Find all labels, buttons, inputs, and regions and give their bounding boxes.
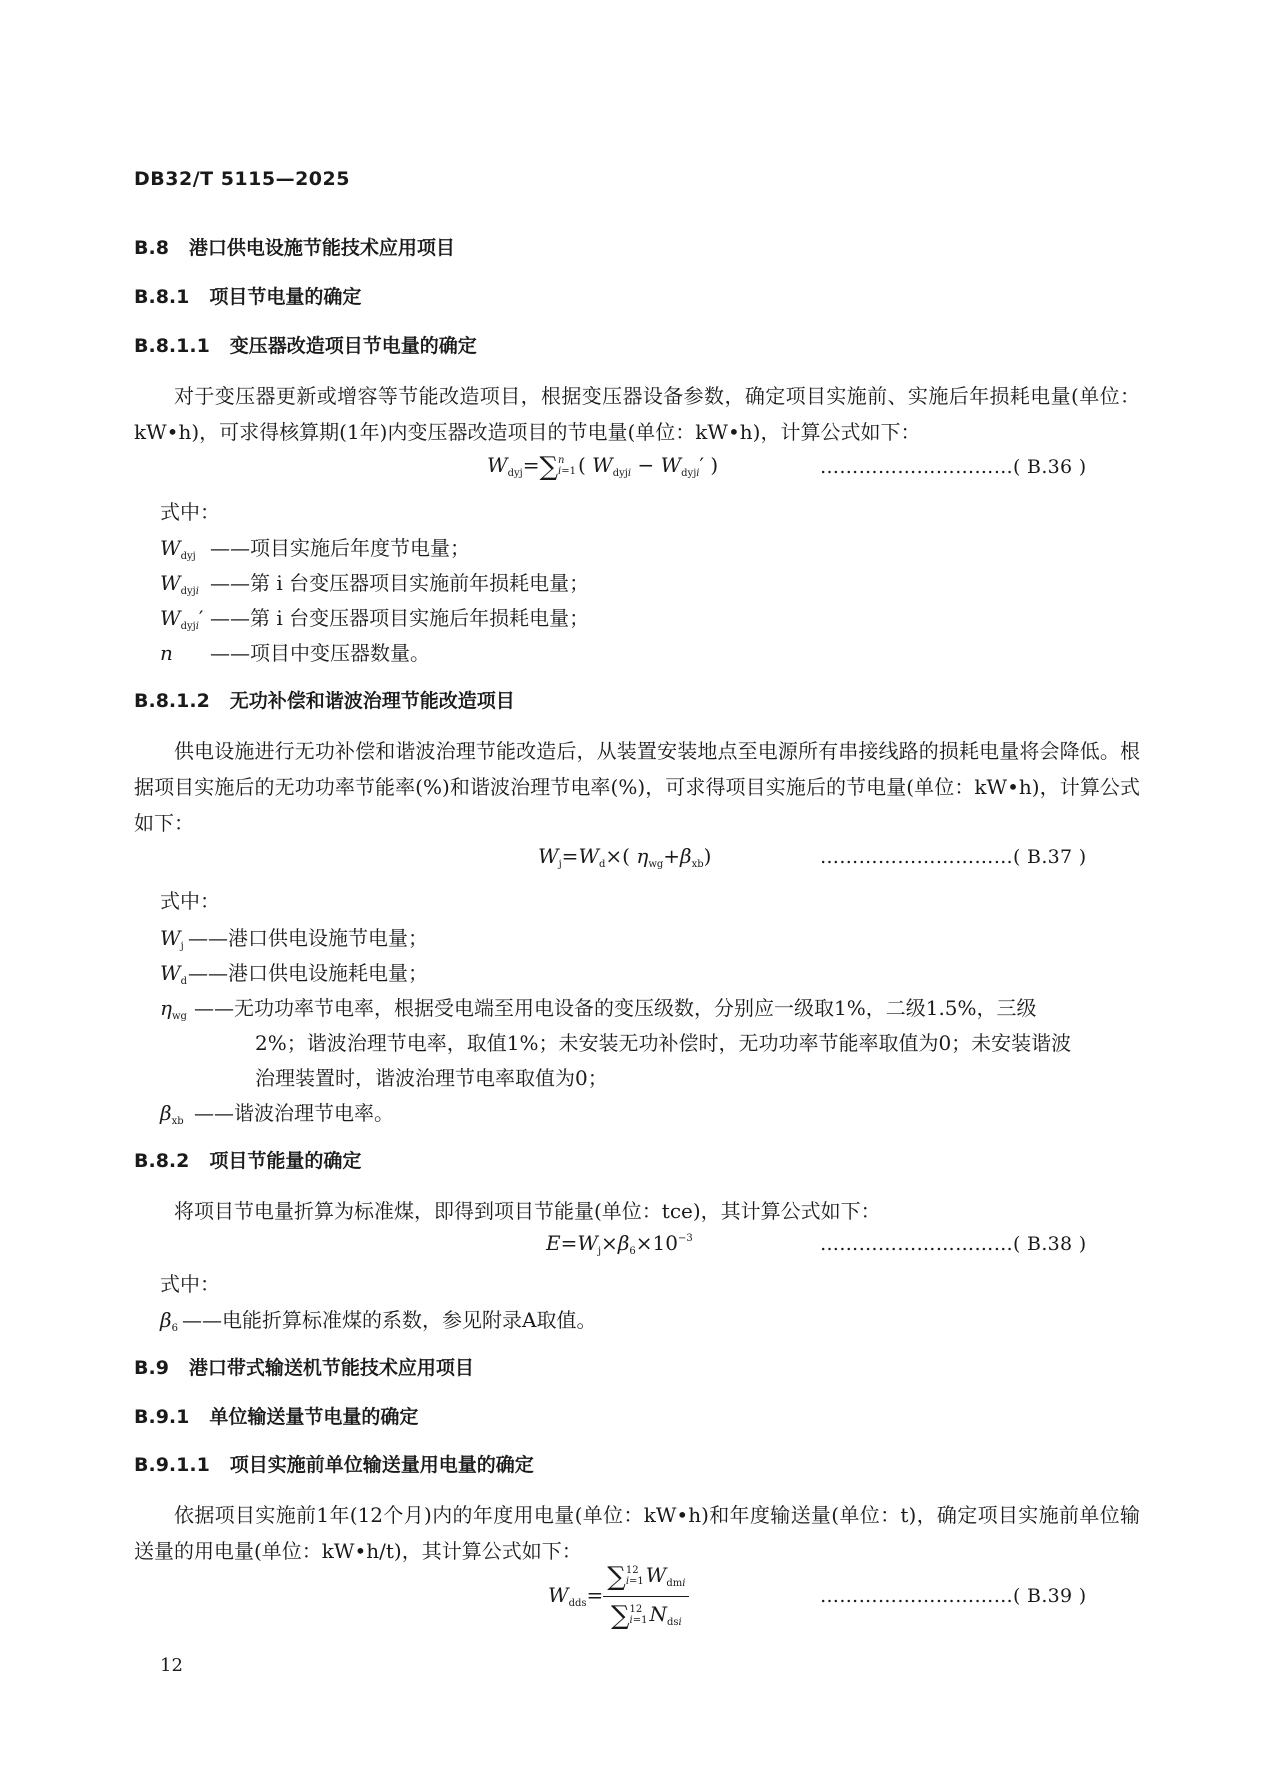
definition-line: $W_j$ ——港口供电设施节电量； — [160, 926, 428, 952]
equation-number-b38: …………………………( B.38 ) — [820, 1233, 1087, 1255]
paragraph-b8-1-1: 对于变压器更新或增容等节能改造项目，根据变压器设备参数，确定项目实施前、实施后年损耗电量(单位：kW•h)，可求得核算期(1年)内变压器改造项目的节电量(单位：kW•h)，计算公式如下： — [134, 384, 1140, 444]
definition-line: $\beta_{xb}$ ——谐波治理节电率。 — [160, 1101, 394, 1127]
equation-number-b39: …………………………( B.39 ) — [820, 1585, 1087, 1607]
page-number: 12 — [160, 1655, 183, 1676]
heading-b8-1 — [134, 282, 361, 309]
definition-continuation: 2%；谐波治理节电率，取值1%；未安装无功补偿时，无功功率节能率取值为0；未安装谐波 — [255, 1031, 1072, 1055]
definition-line: $W_{dyji}$ ——第 i 台变压器项目实施前年损耗电量； — [160, 571, 590, 597]
definition-text: ——港口供电设施节电量； — [188, 926, 428, 950]
where-label: 式中： — [160, 1272, 220, 1296]
definition-text: ——项目中变压器数量。 — [210, 641, 430, 665]
heading-title: 项目节能量的确定 — [209, 1150, 362, 1172]
heading-title: 无功补偿和谐波治理节能改造项目 — [229, 690, 515, 712]
heading-b8 — [134, 233, 455, 260]
heading-title: 变压器改造项目节电量的确定 — [229, 335, 477, 357]
heading-number: B.8.1.2 — [134, 690, 210, 712]
formula-b37: $W_j=W_d\times$( $\eta_{wg}+\beta_{xb}$) — [538, 844, 712, 870]
heading-b8-2 — [134, 1146, 361, 1173]
heading-title: 项目节电量的确定 — [209, 286, 362, 308]
heading-b9 — [134, 1353, 474, 1380]
definition-line: n ——项目中变压器数量。 — [160, 641, 430, 665]
heading-b8-1-1 — [134, 331, 477, 358]
definition-text: ——无功功率节电率，根据受电端至用电设备的变压级数，分别应一级取1%，二级1.5%，三级 — [194, 996, 1037, 1020]
definition-continuation: 治理装置时，谐波治理节电率取值为0； — [255, 1066, 608, 1090]
formula-b39: $W_{dds}=$ ∑12 i=1 $W_{dmi}$ ∑12 i=1 $N_{dsi}$ — [548, 1562, 689, 1631]
document-id: DB32/T 5115—2025 — [134, 168, 350, 190]
heading-number: B.8 — [134, 237, 169, 259]
heading-title: 项目实施前单位输送量用电量的确定 — [229, 1454, 534, 1476]
heading-title: 港口供电设施节能技术应用项目 — [188, 237, 455, 259]
definition-text: ——项目实施后年度节电量； — [210, 536, 470, 560]
where-label: 式中： — [160, 889, 220, 913]
heading-b9-1 — [134, 1402, 418, 1429]
heading-b8-1-2 — [134, 686, 515, 713]
heading-number: B.9 — [134, 1357, 169, 1379]
definition-text: ——电能折算标准煤的系数，参见附录A取值。 — [182, 1308, 597, 1332]
definition-line: $W_d——$港口供电设施耗电量； — [160, 961, 428, 987]
heading-number: B.8.2 — [134, 1150, 190, 1172]
definition-text: ——谐波治理节电率。 — [194, 1101, 394, 1125]
definition-line: $\eta_{wg}$ ——无功功率节电率，根据受电端至用电设备的变压级数，分别应一级取1%，二级1.5%，三级 — [160, 996, 1037, 1022]
definition-line: $\beta_6$ ——电能折算标准煤的系数，参见附录A取值。 — [160, 1308, 597, 1334]
paragraph-b8-1-2: 供电设施进行无功补偿和谐波治理节能改造后，从装置安装地点至电源所有串接线路的损耗电量将会降低。根据项目实施后的无功功率节能率(%)和谐波治理节电率(%)，可求得项目实施后的节电量(单位：kW•h)，计算公式如下： — [134, 739, 1140, 835]
equation-number-b37: …………………………( B.37 ) — [820, 846, 1087, 868]
heading-number: B.8.1 — [134, 286, 190, 308]
definition-line: $W_{dyji}'$ ——第 i 台变压器项目实施后年损耗电量； — [160, 606, 590, 632]
definition-text: ——第 i 台变压器项目实施后年损耗电量； — [210, 606, 590, 630]
formula-b36: $W_{dyj}=\sum n$ i=1 ( $W_{dyji} - W_{dyji}'$ ) — [487, 452, 719, 482]
definition-line: $W_{dyj}$ ——项目实施后年度节电量； — [160, 536, 470, 562]
equation-number-b36: …………………………( B.36 ) — [820, 456, 1087, 478]
formula-b38: $E=W_j\times\beta_6\times 10^{-3}$ — [546, 1231, 693, 1257]
paragraph-b9-1-1: 依据项目实施前1年(12个月)内的年度用电量(单位：kW•h)和年度输送量(单位：t)，确定项目实施前单位输送量的用电量(单位：kW•h/t)，其计算公式如下： — [134, 1503, 1140, 1563]
heading-title: 港口带式输送机节能技术应用项目 — [188, 1357, 474, 1379]
where-label: 式中： — [160, 500, 220, 524]
heading-number: B.8.1.1 — [134, 335, 210, 357]
heading-number: B.9.1 — [134, 1406, 190, 1428]
definition-text: ——港口供电设施耗电量； — [188, 961, 428, 985]
heading-b9-1-1 — [134, 1450, 534, 1477]
heading-title: 单位输送量节电量的确定 — [209, 1406, 419, 1428]
paragraph-b8-2: 将项目节电量折算为标准煤，即得到项目节能量(单位：tce)，其计算公式如下： — [174, 1199, 881, 1223]
definition-text: ——第 i 台变压器项目实施前年损耗电量； — [210, 571, 590, 595]
heading-number: B.9.1.1 — [134, 1454, 210, 1476]
